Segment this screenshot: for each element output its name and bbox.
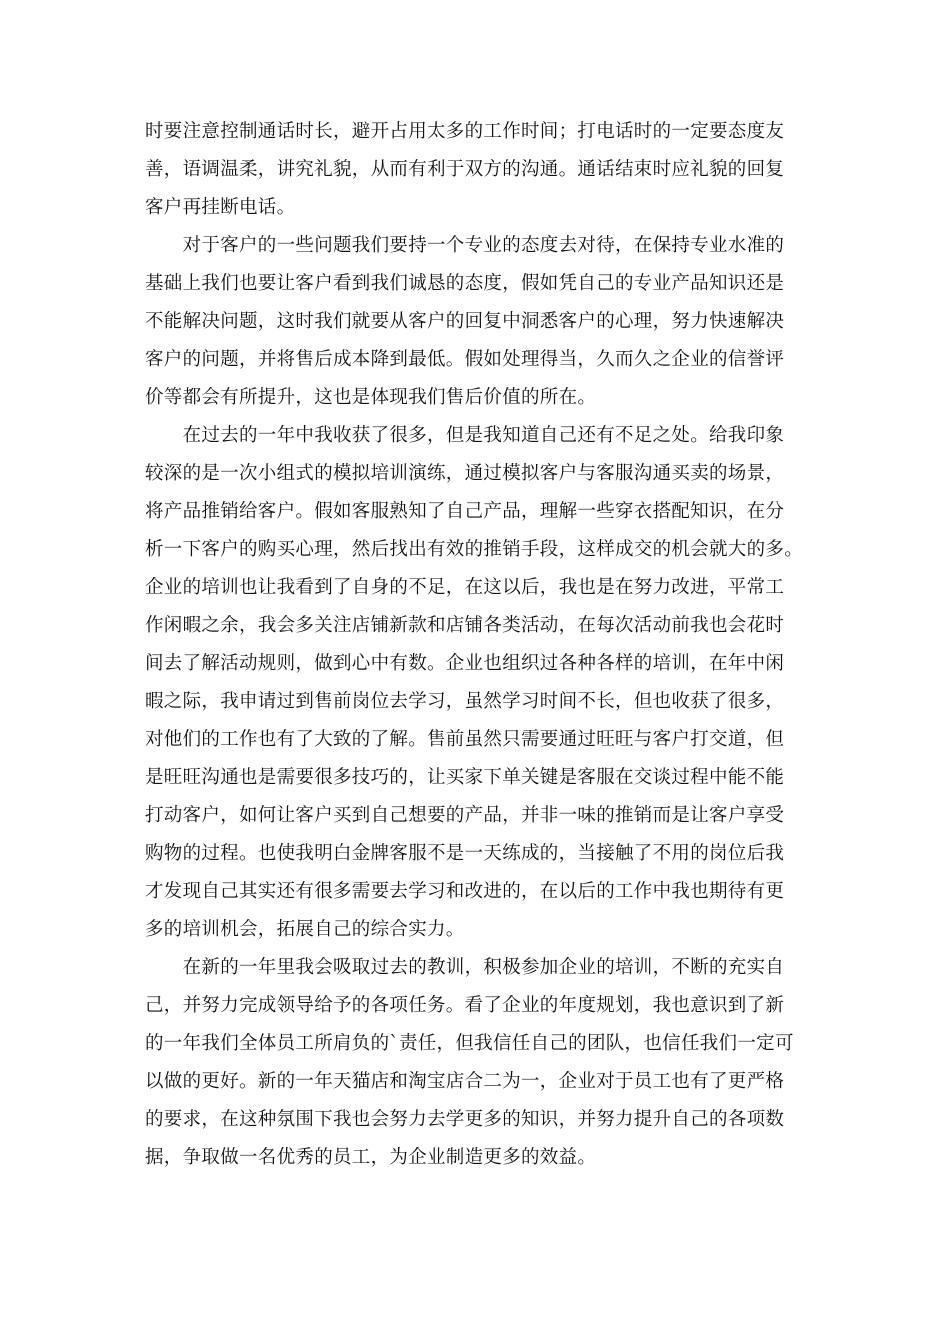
text-line: 是旺旺沟通也是需要很多技巧的，让买家下单关键是客服在交谈过程中能不能 [145,767,785,788]
text-line: 价等都会有所提升，这也是体现我们售后价值的所在。 [145,387,597,408]
text-line: 善，语调温柔，讲究礼貌，从而有利于双方的沟通。通话结束时应礼貌的回复 [145,159,785,180]
text-line: 时要注意控制通话时长，避开占用太多的工作时间；打电话时的一定要态度友 [145,121,785,142]
text-line: 在过去的一年中我收获了很多，但是我知道自己还有不足之处。给我印象 [145,425,785,446]
paragraph-4 [145,949,805,1177]
text-line: 的一年我们全体员工所肩负的`责任，但我信任自己的团队，也信任我们一定可 [145,1033,794,1054]
text-line: 基础上我们也要让客户看到我们诚恳的态度，假如凭自己的专业产品知识还是 [145,273,785,294]
text-line: 对于客户的一些问题我们要持一个专业的态度去对待，在保持专业水准的 [145,235,785,256]
text-line: 暇之际，我申请过到售前岗位去学习，虽然学习时间不长，但也收获了很多， [145,691,785,712]
text-line: 才发现自己其实还有很多需要去学习和改进的，在以后的工作中我也期待有更 [145,881,785,902]
text-line: 企业的培训也让我看到了自身的不足，在这以后，我也是在努力改进，平常工 [145,577,785,598]
text-line: 购物的过程。也使我明白金牌客服不是一天练成的，当接触了不用的岗位后我 [145,843,785,864]
text-line: 作闲暇之余，我会多关注店铺新款和店铺各类活动，在每次活动前我也会花时 [145,615,785,636]
text-line: 据，争取做一名优秀的员工，为企业制造更多的效益。 [145,1147,597,1168]
paragraph-1 [145,113,805,227]
text-line: 己，并努力完成领导给予的各项任务。看了企业的年度规划，我也意识到了新 [145,995,785,1016]
paragraph-2 [145,227,805,417]
text-line: 多的培训机会，拓展自己的综合实力。 [145,919,465,940]
text-line: 不能解决问题，这时我们就要从客户的回复中洞悉客户的心理，努力快速解决 [145,311,785,332]
text-line: 对他们的工作也有了大致的了解。售前虽然只需要通过旺旺与客户打交道，但 [145,729,785,750]
text-line: 间去了解活动规则，做到心中有数。企业也组织过各种各样的培训，在年中闲 [145,653,785,674]
text-line: 客户再挂断电话。 [145,197,296,218]
text-line: 在新的一年里我会吸取过去的教训，积极参加企业的培训，不断的充实自 [145,957,785,978]
text-line: 将产品推销给客户。假如客服熟知了自己产品，理解一些穿衣搭配知识，在分 [145,501,785,522]
text-line: 的要求，在这种氛围下我也会努力去学更多的知识，并努力提升自己的各项数 [145,1109,785,1130]
text-line: 打动客户，如何让客户买到自己想要的产品，并非一味的推销而是让客户享受 [145,805,785,826]
paragraph-3 [145,417,805,949]
document-body [145,113,805,1177]
text-line: 较深的是一次小组式的模拟培训演练，通过模拟客户与客服沟通买卖的场景， [145,463,785,484]
text-line: 以做的更好。新的一年天猫店和淘宝店合二为一，企业对于员工也有了更严格 [145,1071,785,1092]
text-line: 析一下客户的购买心理，然后找出有效的推销手段，这样成交的机会就大的多。 [145,539,804,560]
text-line: 客户的问题，并将售后成本降到最低。假如处理得当，久而久之企业的信誉评 [145,349,785,370]
